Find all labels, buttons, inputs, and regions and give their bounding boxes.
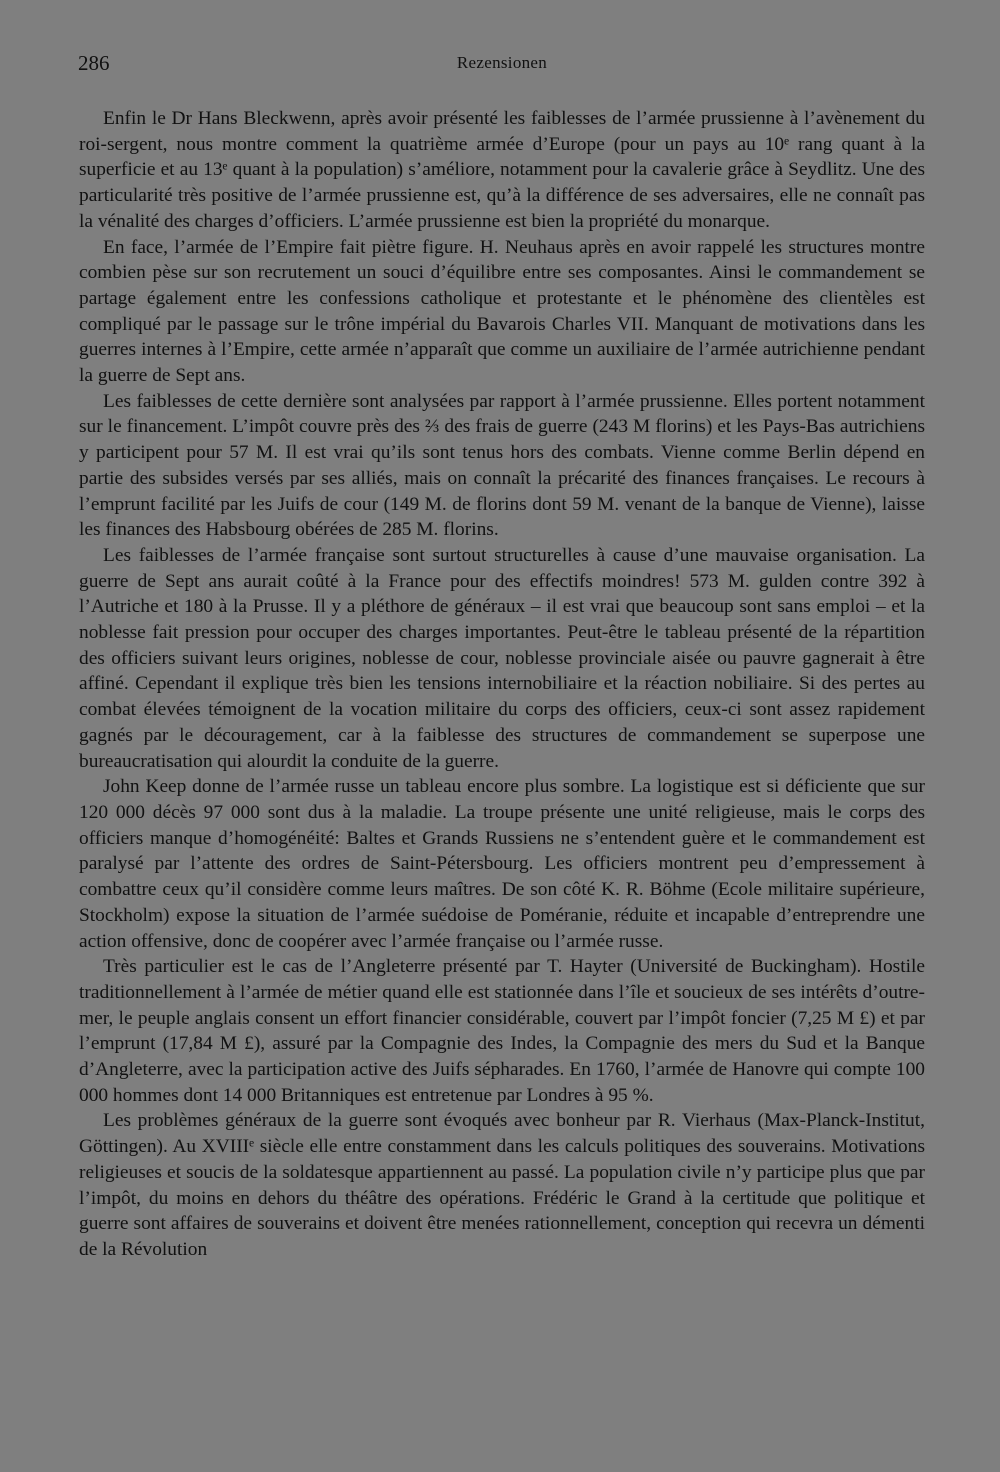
- body-text: [79, 106, 925, 1263]
- paragraph-empire: En face, l’armée de l’Empire fait piètre figure. H. Neuhaus après en avoir rappelé les structures montre combien pèse sur son recrutement un souci d’équilibre entre ses composantes. Ainsi le commandement se partage également entre les confessions catholique et protestante et le phénomène des clientèles est compliqué par le passage sur le trône impérial du Bavarois Charles VII. Manquant de motivations dans les guerres internes à l’Empire, cette armée n’apparaît que comme un auxiliaire de l’armée autrichienne pendant la guerre de Sept ans.: [79, 236, 925, 387]
- section-title: Rezensionen: [456, 53, 548, 72]
- paragraph-england: Très particulier est le cas de l’Angleterre présenté par T. Hayter (Université de Buckingham). Hostile traditionnellement à l’armée de métier quand elle est stationnée dans l’île et soucieux de ses intérêts d’outre-mer, le peuple anglais consent un effort financier considérable, couvert par l’impôt foncier (7,25 M £) et par l’emprunt (17,84 M £), assuré par la Compagnie des Indes, la Compagnie des mers du Sud et la Banque d’Angleterre, avec la participation active des Juifs sépharades. En 1760, l’armée de Hanovre qui compte 100 000 hommes dont 14 000 Britanniques est entretenue par Londres à 95 %.: [79, 956, 925, 1106]
- paragraph-bleckwenn: Enfin le Dr Hans Bleckwenn, après avoir présenté les faiblesses de l’armée prussienne à l’avènement du roi-sergent, nous montre comment la quatrième armée d’Europe (pour un pays au 10ᵉ rang quant à la superficie et au 13ᵉ quant à la population) s’améliore, notamment pour la cavalerie grâce à Seydlitz. Une des particularité très positive de l’armée prussienne est, qu’à la différence de ses adversaires, elle ne connaît pas la vénalité des charges d’officiers. L’armée prussienne est bien la propriété du monarque.: [79, 108, 925, 232]
- running-head: [78, 48, 926, 82]
- paragraph-russian-army: John Keep donne de l’armée russe un tableau encore plus sombre. La logistique est si déficiente que sur 120 000 décès 97 000 sont dus à la maladie. La troupe présente une unité religieuse, mais le corps des officiers manque d’homogénéité: Baltes et Grands Russiens ne s’entendent guère et le commandement est paralysé par l’attente des ordres de Saint-Pétersbourg. Les officiers montrent peu d’empressement à combattre ceux qu’il considère comme leurs maîtres. De son côté K. R. Böhme (Ecole militaire supérieure, Stockholm) expose la situation de l’armée suédoise de Poméranie, réduite et incapable d’entreprendre une action offensive, donc de coopérer avec l’armée française ou l’armée russe.: [79, 776, 925, 952]
- paragraph-austria-finances: Les faiblesses de cette dernière sont analysées par rapport à l’armée prussienne. Elles portent notamment sur le financement. L’impôt couvre près des ⅔ des frais de guerre (243 M florins) et les Pays-Bas autrichiens y participent pour 57 M. Il est vrai qu’ils sont tenus hors des combats. Vienne comme Berlin dépend en partie des subsides versés par ses alliés, mais on connaît la précarité des finances françaises. Le recours à l’emprunt facilité par les Juifs de cour (149 M. de florins dont 59 M. venant de la banque de Vienne), laisse les finances des Habsbourg obérées de 285 M. florins.: [79, 390, 925, 541]
- paragraph-general-problems: Les problèmes généraux de la guerre sont évoqués avec bonheur par R. Vierhaus (Max-Planck-Institut, Göttingen). Au XVIIIᵉ siècle elle entre constamment dans les calculs politiques des souverains. Motivations religieuses et soucis de la soldatesque appartiennent au passé. La population civile n’y participe plus que par l’impôt, du moins en dehors du théâtre des opérations. Frédéric le Grand à la certitude que politique et guerre sont affaires de souverains et doivent être menées rationnellement, conception qui recevra un démenti de la Révolution: [79, 1110, 925, 1260]
- page-number: 286: [78, 51, 110, 75]
- paragraph-french-army: Les faiblesses de l’armée française sont surtout structurelles à cause d’une mauvaise organisation. La guerre de Sept ans aurait coûté à la France pour des effectifs moindres! 573 M. gulden contre 392 à l’Autriche et 180 à la Prusse. Il y a pléthore de généraux – il est vrai que beaucoup sont sans emploi – et la noblesse fait pression pour occuper des charges importantes. Peut-être le tableau présenté de la répartition des officiers suivant leurs origines, noblesse de cour, noblesse provinciale aisée ou pauvre gagnerait à être affiné. Cependant il explique très bien les tensions internobiliaire et la réaction nobiliaire. Si des pertes au combat élevées témoignent de la vocation militaire du corps des officiers, ceux-ci sont assez rapidement gagnés par le découragement, car à la faiblesse des structures de commandement se superpose une bureaucratisation qui alourdit la conduite de la guerre.: [79, 544, 925, 772]
